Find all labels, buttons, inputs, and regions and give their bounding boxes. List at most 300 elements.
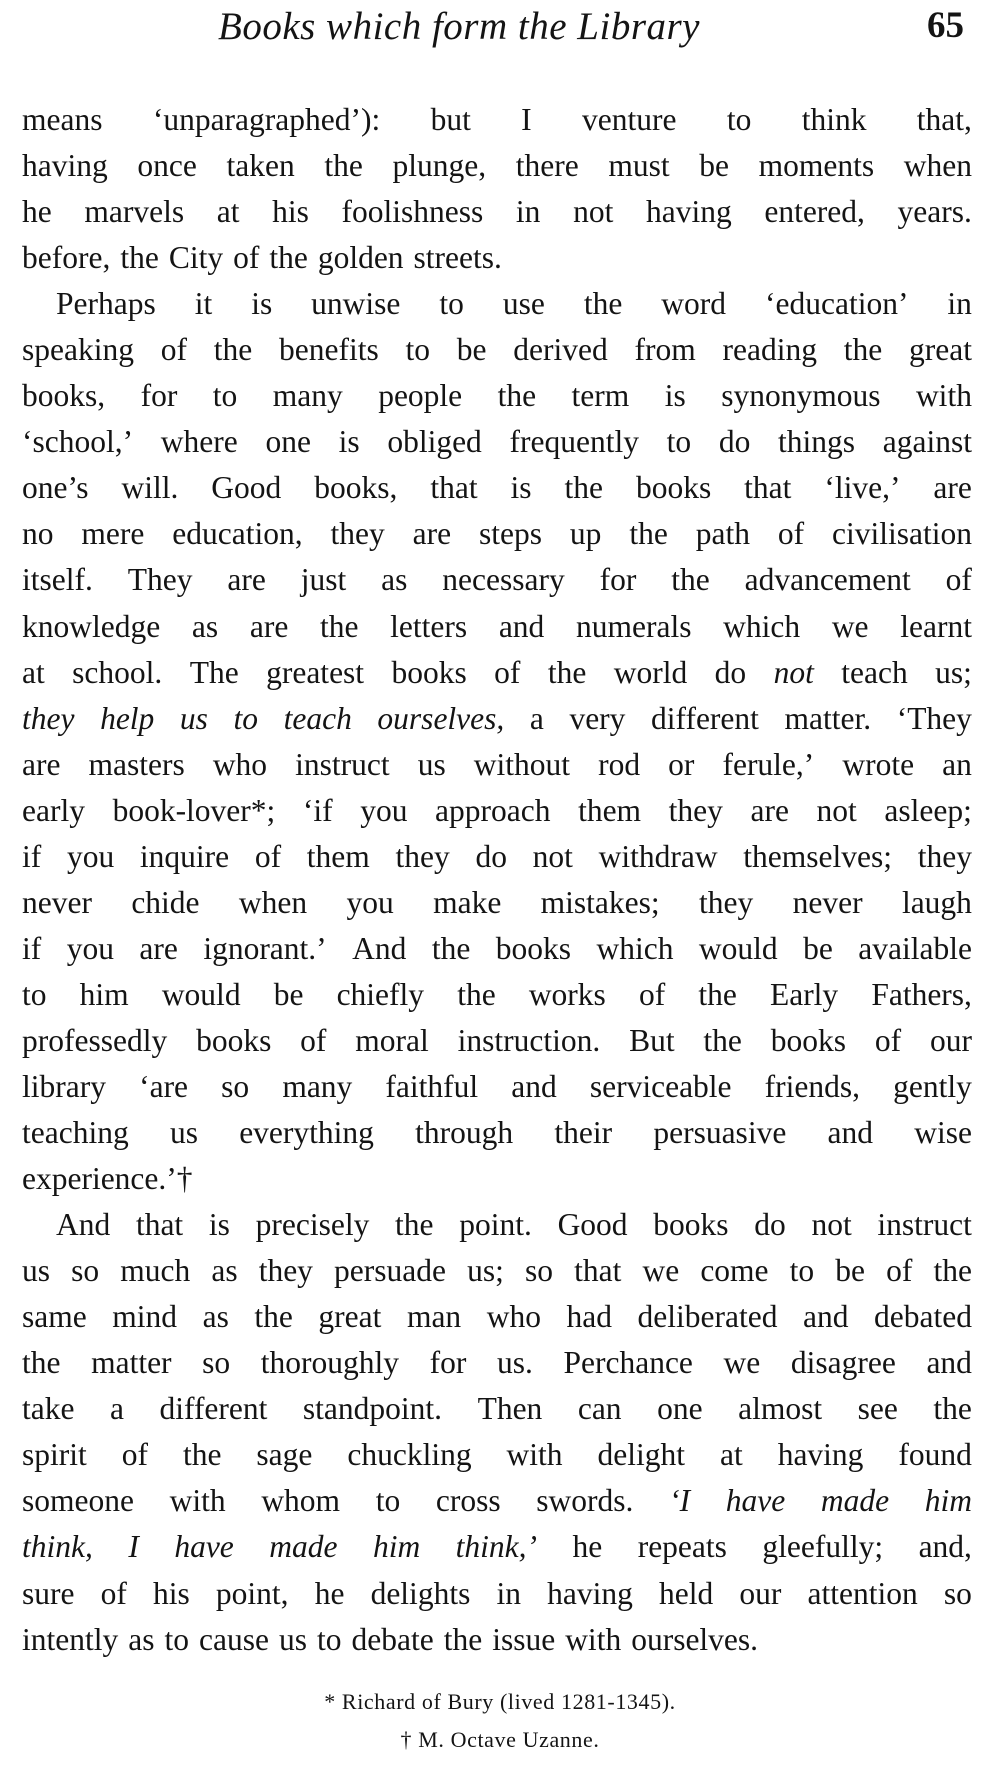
- word: sage: [256, 1437, 313, 1473]
- word: And: [352, 930, 407, 966]
- text-line: [22, 189, 972, 235]
- word: the: [269, 240, 308, 276]
- word: they: [668, 792, 723, 828]
- word: great: [318, 1299, 382, 1335]
- word: so: [524, 1253, 553, 1289]
- word: and: [926, 1345, 972, 1381]
- word: to: [726, 102, 752, 137]
- word: the: [395, 1207, 434, 1243]
- word: he: [22, 194, 52, 230]
- word: take: [22, 1391, 75, 1427]
- text-line: [22, 1064, 972, 1110]
- word: benefits: [279, 332, 379, 368]
- word: which: [723, 608, 801, 644]
- word: friends,: [764, 1068, 861, 1104]
- text-line: [22, 880, 972, 926]
- word: necessary: [442, 562, 565, 598]
- word: would: [698, 930, 778, 966]
- word: teach: [841, 654, 908, 690]
- word: books: [391, 654, 467, 690]
- word: are: [22, 746, 61, 782]
- word: sure: [22, 1575, 75, 1611]
- text-line: [22, 1478, 972, 1524]
- word: the: [698, 976, 737, 1012]
- word: for: [429, 1345, 467, 1381]
- word: us: [179, 700, 208, 736]
- text-line: [22, 834, 972, 880]
- word: at: [720, 1437, 743, 1473]
- word: But: [629, 1022, 675, 1058]
- word: to: [212, 378, 238, 414]
- word: entered,: [764, 194, 865, 230]
- word: are: [750, 792, 789, 828]
- word: teach: [283, 700, 352, 736]
- word: are: [139, 930, 178, 966]
- word: chiefly: [336, 976, 425, 1012]
- word: not: [816, 792, 857, 828]
- word: unwise: [311, 286, 401, 322]
- word: themselves;: [743, 838, 893, 874]
- word: you: [66, 838, 115, 874]
- word: man: [406, 1299, 462, 1335]
- word: the: [703, 1022, 742, 1058]
- word: to: [316, 1621, 342, 1657]
- word: synonymous: [721, 378, 881, 414]
- word: having: [22, 148, 108, 184]
- text-line: [22, 1110, 972, 1156]
- word: us: [278, 1621, 307, 1657]
- text-line: [22, 742, 972, 788]
- word: we: [723, 1345, 761, 1381]
- text-line: [22, 1248, 972, 1294]
- text-line: [22, 1340, 972, 1386]
- word: books: [495, 930, 572, 966]
- word: very: [569, 700, 626, 736]
- word: book-lover*;: [112, 792, 276, 828]
- word: the: [583, 286, 623, 322]
- word: library: [22, 1068, 106, 1104]
- text-line: [22, 1294, 972, 1340]
- word: him: [79, 976, 129, 1012]
- word: golden: [317, 240, 404, 276]
- text-line: [22, 650, 972, 696]
- word: are: [412, 516, 452, 552]
- word: as: [211, 1253, 238, 1289]
- word: books,: [22, 378, 106, 414]
- word: cause: [199, 1621, 269, 1657]
- word: not: [532, 838, 573, 874]
- word: knowledge: [22, 608, 161, 644]
- word: us.: [497, 1345, 533, 1381]
- word: mere: [81, 516, 145, 552]
- word: you: [360, 792, 408, 828]
- word: the: [120, 240, 159, 276]
- word: of: [638, 976, 666, 1012]
- word: people: [378, 378, 463, 414]
- word: us;: [467, 1253, 504, 1289]
- word: once: [137, 148, 197, 184]
- word: to: [375, 1483, 401, 1519]
- word: that: [135, 1207, 184, 1243]
- text-line: [22, 1386, 972, 1432]
- word: swords.: [536, 1483, 634, 1519]
- word: found: [898, 1437, 972, 1473]
- word: frequently: [509, 424, 639, 460]
- word: the: [497, 378, 537, 414]
- word: plunge,: [392, 148, 487, 184]
- word: do: [718, 424, 751, 460]
- word: in: [947, 286, 972, 322]
- word: having: [777, 1437, 864, 1473]
- word: advancement: [744, 562, 911, 598]
- word: issue: [492, 1621, 556, 1657]
- word: with: [565, 1621, 622, 1657]
- word: ‘I: [669, 1483, 691, 1519]
- word: from: [634, 332, 696, 368]
- word: of: [886, 1253, 913, 1289]
- word: to: [439, 286, 464, 322]
- word: and: [511, 1068, 557, 1104]
- text-line: [22, 1202, 972, 1248]
- text-line: [22, 235, 972, 281]
- word: professedly: [22, 1022, 168, 1058]
- word: having: [645, 194, 732, 230]
- running-head: [0, 0, 1000, 70]
- body-text: [22, 97, 972, 1663]
- word: before,: [22, 240, 111, 276]
- word: the: [254, 1299, 293, 1335]
- word: Fathers,: [871, 976, 972, 1012]
- word: to: [22, 976, 47, 1012]
- word: matter.: [784, 700, 872, 736]
- word: The: [189, 654, 239, 690]
- word: be: [699, 148, 729, 184]
- word: Then: [477, 1391, 543, 1427]
- word: greatest: [266, 654, 365, 690]
- text-line: [22, 373, 972, 419]
- word: be: [803, 930, 833, 966]
- word: Good: [557, 1207, 628, 1243]
- word: they: [330, 516, 385, 552]
- word: available: [858, 930, 972, 966]
- word: or: [668, 746, 695, 782]
- word: means: [22, 102, 103, 137]
- word: great: [909, 332, 972, 368]
- word: have: [174, 1529, 234, 1565]
- word: delight: [597, 1437, 686, 1473]
- word: intently: [22, 1621, 119, 1657]
- word: persuasive: [653, 1115, 787, 1151]
- word: so: [943, 1575, 972, 1611]
- word: of: [254, 838, 282, 874]
- word: them: [306, 838, 370, 874]
- text-line: [22, 1156, 972, 1202]
- word: world: [613, 654, 688, 690]
- word: learnt: [900, 608, 972, 644]
- word: thoroughly: [260, 1345, 400, 1381]
- word: the: [182, 1437, 222, 1473]
- word: if: [22, 838, 42, 874]
- word: you: [66, 930, 114, 966]
- word: as: [191, 608, 219, 644]
- word: path: [695, 516, 750, 552]
- word: think,: [22, 1529, 93, 1565]
- word: speaking: [22, 332, 134, 368]
- word: make: [433, 884, 502, 920]
- text-line: [22, 327, 972, 373]
- word: our: [739, 1575, 782, 1611]
- word: books: [635, 470, 712, 506]
- word: the: [843, 332, 883, 368]
- word: the: [431, 930, 471, 966]
- word: and,: [918, 1529, 972, 1565]
- word: must: [608, 148, 670, 184]
- word: with: [506, 1437, 563, 1473]
- word: never: [22, 884, 92, 920]
- word: is: [208, 1207, 230, 1243]
- text-line: [22, 557, 972, 603]
- word: in: [515, 194, 541, 230]
- word: have: [725, 1483, 786, 1519]
- word: as: [128, 1621, 155, 1657]
- word: They: [127, 562, 193, 598]
- word: of: [100, 1575, 127, 1611]
- word: and: [827, 1115, 874, 1151]
- word: you: [346, 884, 394, 920]
- text-line: [22, 604, 972, 650]
- word: of: [777, 516, 805, 552]
- word: to: [666, 424, 692, 460]
- text-line: [22, 1571, 972, 1617]
- word: to: [164, 1621, 190, 1657]
- word: disagree: [790, 1345, 896, 1381]
- word: gleefully;: [762, 1529, 884, 1565]
- word: up: [569, 516, 602, 552]
- text-line: [22, 143, 972, 189]
- word: different: [651, 700, 759, 736]
- word: one: [265, 424, 311, 460]
- word: someone: [22, 1483, 134, 1519]
- word: numerals: [575, 608, 692, 644]
- word: reading: [722, 332, 817, 368]
- text-line: [22, 1432, 972, 1478]
- word: to: [789, 1253, 815, 1289]
- word: is: [251, 286, 273, 322]
- word: that: [430, 470, 478, 506]
- word: of: [160, 332, 187, 368]
- word: faithful: [385, 1068, 479, 1104]
- word: had: [566, 1299, 612, 1335]
- word: withdraw: [598, 838, 718, 874]
- word: different: [159, 1391, 268, 1427]
- word: through: [415, 1115, 514, 1151]
- word: would: [161, 976, 241, 1012]
- word: the: [629, 516, 668, 552]
- word: him: [924, 1483, 972, 1519]
- word: foolishness: [341, 194, 484, 230]
- word: inquire: [139, 838, 230, 874]
- word: are: [227, 562, 266, 598]
- word: ‘school,’: [22, 424, 134, 460]
- word: mistakes;: [540, 884, 660, 920]
- word: steps: [479, 516, 543, 552]
- word: is: [338, 424, 360, 460]
- word: instruction.: [457, 1022, 601, 1058]
- word: do: [754, 1207, 786, 1243]
- page-number: 65: [927, 5, 964, 46]
- word: are: [249, 608, 289, 644]
- word: who: [212, 746, 268, 782]
- word: I: [128, 1529, 139, 1565]
- word: books: [196, 1022, 272, 1058]
- word: us: [169, 1115, 198, 1151]
- word: persuade: [334, 1253, 446, 1289]
- word: taken: [226, 148, 295, 184]
- word: whom: [261, 1483, 341, 1519]
- running-title: Books which form the Library: [218, 5, 700, 48]
- word: our: [929, 1022, 972, 1058]
- word: of: [874, 1022, 902, 1058]
- word: us: [417, 746, 446, 782]
- word: is: [664, 378, 686, 414]
- word: streets.: [413, 240, 502, 276]
- word: help: [100, 700, 155, 736]
- word: delights: [370, 1575, 471, 1611]
- word: instruct: [295, 746, 390, 782]
- word: that: [574, 1253, 622, 1289]
- word: of: [945, 562, 972, 598]
- word: ‘are: [139, 1068, 189, 1104]
- word: they: [917, 838, 972, 874]
- word: a: [110, 1391, 124, 1427]
- word: us;: [935, 654, 972, 690]
- word: ourselves,: [377, 700, 505, 736]
- word: point.: [459, 1207, 532, 1243]
- word: be: [835, 1253, 865, 1289]
- word: the: [933, 1391, 972, 1427]
- word: and: [803, 1299, 849, 1335]
- word: their: [554, 1115, 613, 1151]
- word: not: [811, 1207, 852, 1243]
- footnotes: [0, 1683, 1000, 1759]
- word: in: [496, 1575, 521, 1611]
- word: itself.: [22, 562, 93, 598]
- word: they: [395, 838, 450, 874]
- word: the: [671, 562, 710, 598]
- word: so: [221, 1068, 250, 1104]
- word: made: [820, 1483, 890, 1519]
- word: can: [577, 1391, 622, 1427]
- word: attention: [807, 1575, 918, 1611]
- word: are: [933, 470, 972, 506]
- text-line: [22, 97, 972, 143]
- word: so: [71, 1253, 100, 1289]
- word: experience.’†: [22, 1161, 193, 1197]
- word: laugh: [901, 884, 972, 920]
- word: wrote: [842, 746, 915, 782]
- word: chide: [131, 884, 200, 920]
- word: term: [571, 378, 630, 414]
- text-line: [22, 419, 972, 465]
- word: spirit: [22, 1437, 87, 1473]
- word: he: [314, 1575, 345, 1611]
- word: do: [475, 838, 507, 874]
- word: the: [443, 1621, 483, 1657]
- word: him: [372, 1529, 421, 1565]
- word: use: [502, 286, 545, 322]
- word: be: [456, 332, 487, 368]
- word: without: [473, 746, 571, 782]
- word: ‘live,’: [824, 470, 901, 506]
- word: we: [642, 1253, 680, 1289]
- word: made: [269, 1529, 338, 1565]
- word: there: [515, 148, 579, 184]
- word: point,: [215, 1575, 289, 1611]
- word: at: [216, 194, 240, 230]
- word: see: [857, 1391, 898, 1427]
- word: many: [282, 1068, 353, 1104]
- word: mind: [112, 1299, 178, 1335]
- text-line: [22, 788, 972, 834]
- word: his: [272, 194, 309, 230]
- word: they: [699, 884, 754, 920]
- word: early: [22, 792, 85, 828]
- word: not: [573, 194, 614, 230]
- word: the: [22, 1345, 61, 1381]
- text-line: [22, 1018, 972, 1064]
- word: they: [258, 1253, 313, 1289]
- word: of: [494, 654, 521, 690]
- word: rod: [598, 746, 641, 782]
- word: but: [430, 102, 471, 137]
- word: for: [599, 562, 637, 598]
- word: wise: [914, 1115, 972, 1151]
- word: for: [140, 378, 178, 414]
- word: with: [915, 378, 972, 414]
- word: masters: [88, 746, 185, 782]
- word: to: [233, 700, 259, 736]
- word: serviceable: [589, 1068, 732, 1104]
- word: Early: [769, 976, 839, 1012]
- word: ourselves.: [631, 1621, 759, 1657]
- word: almost: [738, 1391, 823, 1427]
- word: an: [942, 746, 972, 782]
- word: City: [168, 240, 224, 276]
- word: derived: [513, 332, 608, 368]
- text-line: [22, 696, 972, 742]
- word: school.: [72, 654, 163, 690]
- word: they: [22, 700, 75, 736]
- word: held: [659, 1575, 714, 1611]
- word: cross: [435, 1483, 501, 1519]
- word: when: [903, 148, 972, 184]
- word: having: [547, 1575, 633, 1611]
- footnote-uzanne: † M. Octave Uzanne.: [400, 1727, 600, 1752]
- word: the: [564, 470, 603, 506]
- word: standpoint.: [302, 1391, 443, 1427]
- word: them: [578, 792, 642, 828]
- word: at: [22, 654, 45, 690]
- word: chuckling: [347, 1437, 472, 1473]
- word: who: [486, 1299, 541, 1335]
- word: And: [56, 1207, 111, 1243]
- word: the: [319, 608, 359, 644]
- word: think,’: [455, 1529, 538, 1565]
- word: is: [510, 470, 532, 506]
- word: years.: [897, 194, 972, 230]
- word: one: [657, 1391, 703, 1427]
- word: precisely: [255, 1207, 370, 1243]
